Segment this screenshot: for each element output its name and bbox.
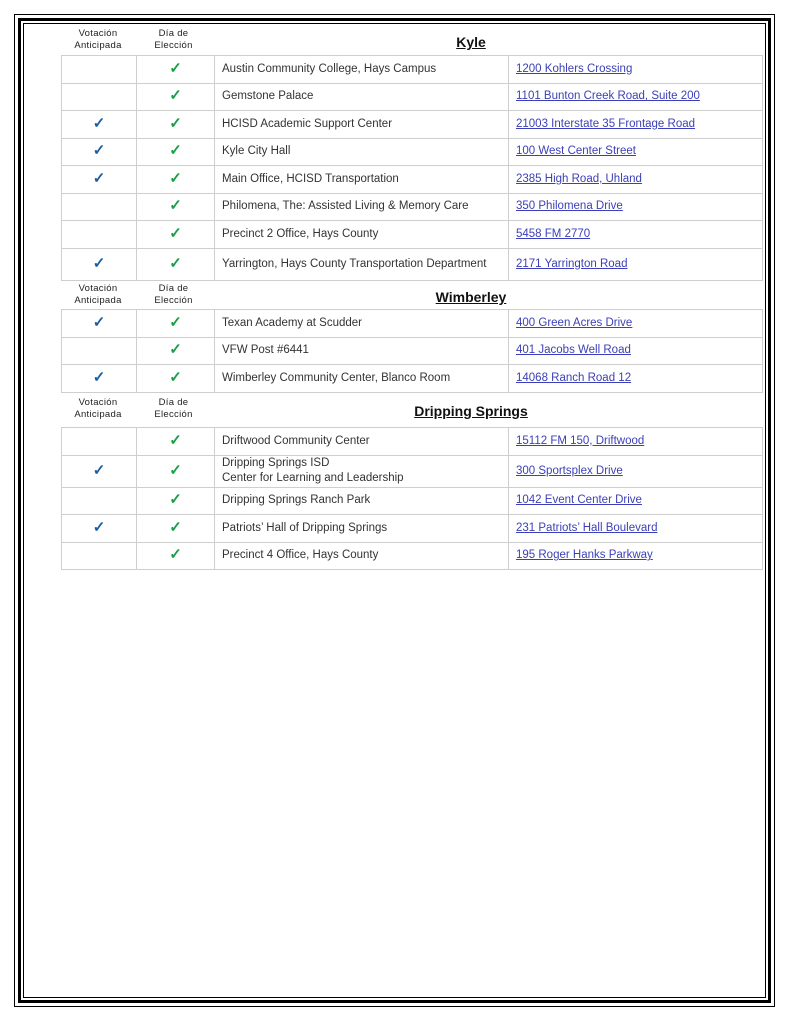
location-name [215, 83, 509, 111]
table-row [62, 138, 763, 166]
check-icon: ✓ [169, 169, 182, 187]
election-day-cell [137, 487, 215, 515]
table-row [62, 166, 763, 194]
address-link[interactable]: 15112 FM 150, Driftwood [516, 434, 645, 447]
check-icon: ✓ [169, 254, 182, 272]
table-row [62, 111, 763, 139]
section-title: Wimberley [435, 289, 507, 305]
location-name-text: Philomena, The: Assisted Living & Memory Care [222, 200, 469, 213]
address-link[interactable]: 1042 Event Center Drive [516, 494, 642, 507]
location-name-text: VFW Post #6441 [222, 344, 309, 357]
early-voting-cell [62, 310, 137, 338]
election-day-header [135, 397, 212, 421]
address-cell [509, 337, 763, 365]
header-line: Votación [78, 28, 118, 39]
location-name-text: Patriots’ Hall of Dripping Springs [222, 521, 388, 534]
location-name [215, 138, 509, 166]
early-voting-cell [62, 166, 137, 194]
address-cell [509, 455, 763, 487]
polling-locations-table [61, 427, 763, 570]
election-day-cell [137, 166, 215, 194]
address-link[interactable]: 21003 Interstate 35 Frontage Road [516, 117, 696, 130]
location-name [215, 428, 509, 456]
election-day-cell [137, 542, 215, 570]
header-line: Elección [154, 295, 193, 306]
location-name [215, 111, 509, 139]
election-day-cell [137, 56, 215, 84]
early-voting-cell [62, 542, 137, 570]
location-name-text: Texan Academy at Scudder [222, 316, 362, 329]
table-row [62, 542, 763, 570]
check-icon: ✓ [169, 546, 182, 564]
polling-locations-table [61, 55, 763, 281]
address-cell [509, 365, 763, 393]
address-link[interactable]: 2385 High Road, Uhland [516, 172, 642, 185]
address-link[interactable]: 401 Jacobs Well Road [516, 344, 631, 357]
header-line: Anticipada [74, 295, 122, 306]
early-voting-cell [62, 138, 137, 166]
election-day-cell [137, 111, 215, 139]
check-icon: ✓ [169, 341, 182, 359]
address-cell [509, 487, 763, 515]
check-icon: ✓ [92, 114, 106, 132]
location-name-text: Precinct 2 Office, Hays County [222, 227, 379, 240]
address-link[interactable]: 195 Roger Hanks Parkway [516, 549, 653, 562]
early-voting-cell [62, 83, 137, 111]
address-link[interactable]: 1101 Bunton Creek Road, Suite 200 [516, 90, 700, 103]
location-name [215, 166, 509, 194]
check-icon: ✓ [169, 313, 182, 331]
check-icon: ✓ [92, 254, 106, 272]
address-link[interactable]: 350 Philomena Drive [516, 200, 623, 213]
address-cell [509, 310, 763, 338]
early-voting-header [61, 28, 135, 52]
location-name-text: Dripping Springs ISD Center for Learning and Leadership [222, 457, 404, 484]
header-line: Día de [158, 28, 189, 39]
early-voting-cell [62, 455, 137, 487]
early-voting-cell [62, 248, 137, 280]
table-row [62, 310, 763, 338]
election-day-cell [137, 138, 215, 166]
location-name [215, 337, 509, 365]
check-icon: ✓ [169, 142, 182, 160]
address-cell [509, 193, 763, 221]
location-name [215, 515, 509, 543]
location-name-text: Dripping Springs Ranch Park [222, 494, 371, 507]
address-link[interactable]: 400 Green Acres Drive [516, 316, 633, 329]
address-link[interactable]: 5458 FM 2770 [516, 227, 591, 240]
address-cell [509, 56, 763, 84]
election-day-cell [137, 455, 215, 487]
early-voting-cell [62, 193, 137, 221]
location-name-text: Gemstone Palace [222, 90, 314, 103]
table-row [62, 428, 763, 456]
address-link[interactable]: 14068 Ranch Road 12 [516, 371, 632, 384]
table-row [62, 365, 763, 393]
election-day-cell [137, 221, 215, 249]
location-name [215, 248, 509, 280]
location-name [215, 193, 509, 221]
location-name-text: HCISD Academic Support Center [222, 117, 393, 130]
address-cell [509, 83, 763, 111]
table-row [62, 337, 763, 365]
check-icon: ✓ [92, 169, 106, 187]
early-voting-cell [62, 56, 137, 84]
check-icon: ✓ [169, 87, 182, 105]
location-name [215, 487, 509, 515]
address-cell [509, 515, 763, 543]
early-voting-cell [62, 515, 137, 543]
election-day-cell [137, 83, 215, 111]
address-cell [509, 138, 763, 166]
location-name [215, 365, 509, 393]
table-row [62, 487, 763, 515]
election-day-header [135, 28, 212, 52]
election-day-cell [137, 193, 215, 221]
polling-locations-table [61, 309, 763, 393]
address-link[interactable]: 100 West Center Street [516, 145, 636, 158]
section-title: Kyle [456, 34, 486, 50]
early-voting-cell [62, 337, 137, 365]
header-line: Elección [154, 409, 193, 420]
location-name [215, 542, 509, 570]
address-cell [509, 248, 763, 280]
header-line: Anticipada [74, 40, 122, 51]
check-icon: ✓ [169, 224, 182, 242]
address-link[interactable]: 231 Patriots’ Hall Boulevard [516, 521, 658, 534]
table-row [62, 83, 763, 111]
check-icon: ✓ [169, 431, 182, 449]
header-line: Elección [154, 40, 193, 51]
table-row [62, 455, 763, 487]
election-day-cell [137, 248, 215, 280]
address-link[interactable]: 300 Sportsplex Drive [516, 464, 623, 477]
check-icon: ✓ [169, 518, 182, 536]
address-cell [509, 542, 763, 570]
check-icon: ✓ [169, 491, 182, 509]
check-icon: ✓ [92, 313, 106, 331]
check-icon: ✓ [169, 368, 182, 386]
table-row [62, 248, 763, 280]
address-link[interactable]: 2171 Yarrington Road [516, 257, 628, 270]
location-name [215, 221, 509, 249]
table-row [62, 515, 763, 543]
early-voting-header [61, 283, 135, 307]
election-day-cell [137, 365, 215, 393]
early-voting-cell [62, 428, 137, 456]
check-icon: ✓ [92, 368, 106, 386]
election-day-cell [137, 428, 215, 456]
early-voting-cell [62, 487, 137, 515]
election-day-cell [137, 337, 215, 365]
header-line: Votación [78, 283, 118, 294]
check-icon: ✓ [169, 461, 182, 479]
address-cell [509, 428, 763, 456]
check-icon: ✓ [169, 114, 182, 132]
location-name-text: Driftwood Community Center [222, 434, 370, 447]
early-voting-cell [62, 365, 137, 393]
early-voting-cell [62, 111, 137, 139]
election-day-cell [137, 310, 215, 338]
check-icon: ✓ [92, 142, 106, 160]
table-row [62, 221, 763, 249]
check-icon: ✓ [92, 518, 106, 536]
header-line: Votación [78, 397, 118, 408]
table-row [62, 193, 763, 221]
table-row [62, 56, 763, 84]
address-link[interactable]: 1200 Kohlers Crossing [516, 62, 633, 75]
election-day-header [135, 283, 212, 307]
address-cell [509, 166, 763, 194]
location-name [215, 56, 509, 84]
location-name [215, 310, 509, 338]
location-name-text: Precinct 4 Office, Hays County [222, 549, 379, 562]
check-icon: ✓ [169, 59, 182, 77]
location-name [215, 455, 509, 487]
location-name-text: Main Office, HCISD Transportation [222, 172, 399, 185]
check-icon: ✓ [92, 461, 106, 479]
location-name-text: Austin Community College, Hays Campus [222, 62, 437, 75]
check-icon: ✓ [169, 197, 182, 215]
early-voting-cell [62, 221, 137, 249]
location-name-text: Yarrington, Hays County Transportation Department [222, 257, 487, 270]
location-name-text: Kyle City Hall [222, 145, 291, 158]
early-voting-header [61, 397, 135, 421]
header-line: Día de [158, 397, 189, 408]
address-cell [509, 111, 763, 139]
section-title: Dripping Springs [414, 403, 528, 419]
header-line: Día de [158, 283, 189, 294]
address-cell [509, 221, 763, 249]
location-name-text: Wimberley Community Center, Blanco Room [222, 371, 451, 384]
header-line: Anticipada [74, 409, 122, 420]
election-day-cell [137, 515, 215, 543]
